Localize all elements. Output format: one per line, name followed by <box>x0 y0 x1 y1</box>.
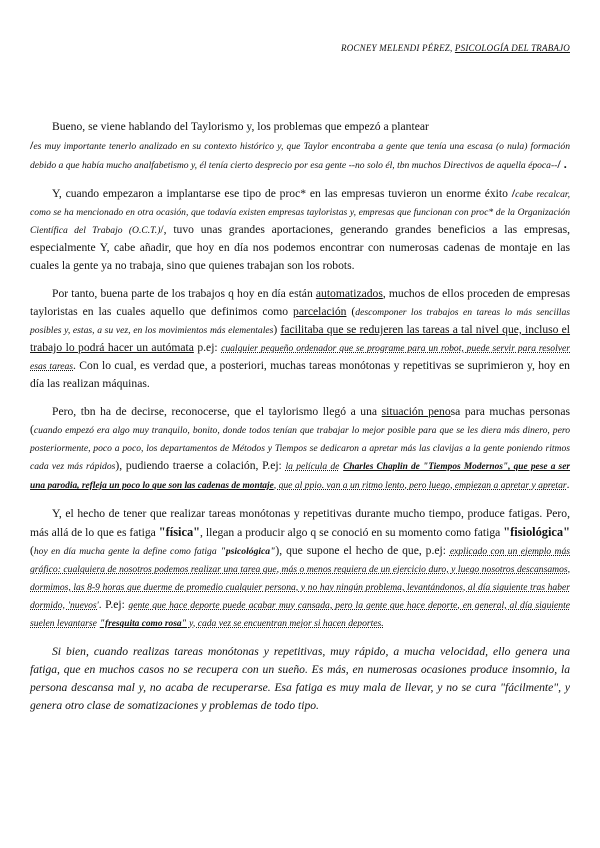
p4-dot2: , que al ppio. van a un ritmo lento, pero luego, empiezan a apretar y apretar <box>273 480 567 491</box>
p4-note: cuando empezó era algo muy tranquilo, bonito, donde todos tenían que trabajar lo mejor posible para que se les diera más dinero, pero posteriormente, poco a poco, los departamentos de Métodos y Tiempos se dedicaron a apretar más las clavijas a la gente poniendo ritmos cada vez más rápidos <box>30 425 570 472</box>
p2-mark-open: / <box>511 186 516 200</box>
p3-u1: automatizados <box>315 287 383 300</box>
p2-b: /, tuvo unas grandes aportaciones, generando grandes beneficios a las empresas, especialmente Y, cabe añadir, que hoy en día nos podemos encontrar con numerosas cadenas de montaje en las cuales la gente ya no trabaja, sino que quienes trabajan son los robots. <box>30 223 570 272</box>
paragraph-2 <box>30 184 570 275</box>
p3-note: descomponer los trabajos en tareas lo más sencillas posibles y, estas, a su vez, en los movimientos más elementales <box>30 307 570 336</box>
p5-b2: "fisiológica" <box>503 525 570 539</box>
p4-hand: Charles Chaplin de "Tiempos Modernos", que pese a ser una parodia, refleja un poco lo que son las cadenas de montaje <box>30 462 571 491</box>
p4-c: ), pudiendo traerse a colación, P.ej: <box>115 459 282 472</box>
p3-u2: parcelación <box>293 305 347 318</box>
paragraph-5 <box>30 505 570 633</box>
p5-b1: "física" <box>158 525 201 539</box>
header-author: ROCNEY MELENDI PÉREZ, <box>341 43 453 53</box>
p1-mark-close: / . <box>557 157 567 171</box>
paragraph-4 <box>30 403 570 495</box>
p6-text: Si bien, cuando realizas tareas monótonas y repetitivas, muy rápido, a mucha velocidad, ello genera una fatiga, que en muchos casos no se recupera con un sueño. Es más, en numerosas ocasiones produce insomnio, la persona descansa mal y, no acaba de recuperarse. Esa fatiga es muy mala de llevar, y no se cura "fácilmente", y genera otro clase de somatizaciones y problemas de todo tipo. <box>30 645 570 712</box>
p4-dot1: la película de <box>285 461 340 472</box>
p5-dot1: explicado con un ejemplo más gráfico: cualquiera de nosotros podemos realizar una tarea que, más o menos requiera de un ejercicio duro, y luego nosotros descansamos, dormimos, las 8-9 horas que duerme de promedio cualquier persona, y no hay ningún problema, levantándonos, al día siguiente tras haber dormido, 'nuevos' <box>30 546 571 611</box>
header-course: PSICOLOGÍA DEL TRABAJO <box>454 43 570 53</box>
p5-hand: "fresquita como rosa" <box>99 619 187 629</box>
p3-a: Por tanto, buena parte de los trabajos q hoy en día están <box>52 287 313 300</box>
p2-note: cabe recalcar, como se ha mencionado en otra ocasión, que todavía existen empresas tayloristas y, empresas que funcionan con proc* de la Organización Científica del Trabajo (O.C.T.) <box>30 189 570 236</box>
p4-u1: situación peno <box>381 405 451 418</box>
p5-note: hoy en día mucha gente la define como fatiga <box>33 546 217 557</box>
p3-dot: cualquier pequeño ordenador que se programe para un robot, puede servir para resolver esas tareas <box>30 343 570 372</box>
p5-e: . P.ej: <box>98 598 125 611</box>
p4-d: . <box>566 478 570 491</box>
page-header <box>341 43 570 53</box>
p5-b: , llegan a producir algo q se conoció en su momento como fatiga <box>200 526 501 539</box>
p4-b: sa para muchas personas ( <box>30 405 570 436</box>
paragraph-6 <box>30 643 570 715</box>
p5-dot3: y, cada vez se encuentran mejor si hacen deportes. <box>186 618 384 629</box>
p1-note: es muy importante tenerlo analizado en su contexto histórico y, que Taylor encontraba a gente que tenía una escasa (o nula) formación debido a que había mucho analfabetismo y, él tenía cierto desprecio por esa gente --no solo él, tbn muchos Directivos de aquella época-- <box>30 141 570 171</box>
document-body <box>30 118 570 725</box>
p1-mark-open: / <box>30 138 34 152</box>
p1-text: Bueno, se viene hablando del Taylorismo y, los problemas que empezó a plantear <box>52 120 429 133</box>
p5-d: ), que supone el hecho de que, p.ej: <box>275 544 446 557</box>
p5-c: ( <box>30 544 34 557</box>
p3-d: ) <box>273 323 278 336</box>
paragraph-3 <box>30 285 570 393</box>
p3-b: , muchos de ellos proceden de empresas tayloristas en las cuales aquello que definimos como <box>30 287 571 318</box>
p3-f: . Con lo cual, es verdad que, a posteriori, muchas tareas monótonas y repetitivas se suprimieron y, hoy en día las realizan máquinas. <box>30 359 570 390</box>
p5-b3: "psicológica" <box>220 546 276 557</box>
paragraph-1 <box>30 118 570 174</box>
p2-a: Y, cuando empezaron a implantarse ese tipo de proc* en las empresas tuvieron un enorme éxito <box>52 187 508 200</box>
p5-a: Y, el hecho de tener que realizar tareas monótonas y repetitivas durante mucho tiempo, produce fatigas. Pero, más allá de lo que es fatiga <box>30 507 570 539</box>
p4-a: Pero, tbn ha de decirse, reconocerse, que el taylorismo llegó a una <box>52 405 378 418</box>
p3-e: p.ej: <box>193 341 218 354</box>
p3-u3: facilitaba que se redujeren las tareas a tal nivel que, incluso el trabajo lo podrá hacer un autómata <box>30 323 571 354</box>
p3-c: ( <box>346 305 356 318</box>
p5-dot2: gente que hace deporte puede acabar muy cansada, pero la gente que hace deporte, en general, al día siguiente suelen levantarse <box>30 600 571 629</box>
